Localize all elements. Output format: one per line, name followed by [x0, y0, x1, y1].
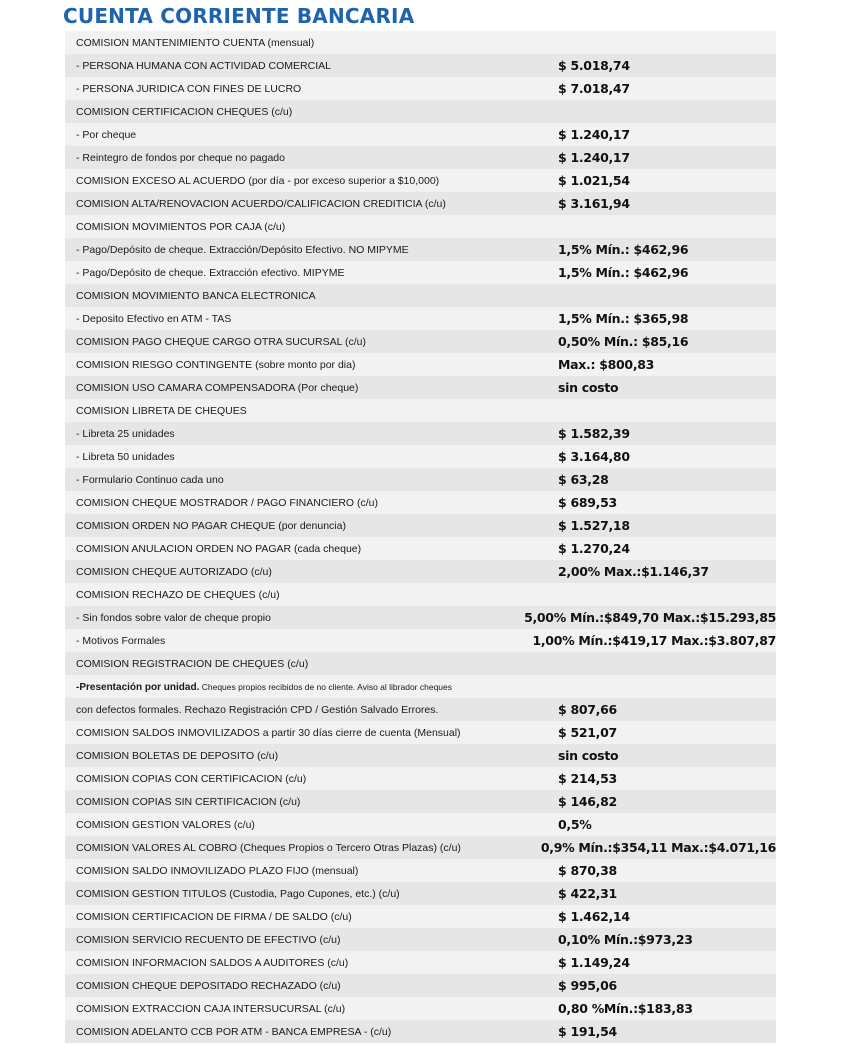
fee-label: COMISION RIESGO CONTINGENTE (sobre monto por dia): [76, 358, 356, 371]
table-row: [65, 629, 776, 652]
fee-label: COMISION EXCESO AL ACUERDO (por día - por exceso superior a $10,000): [76, 174, 440, 187]
table-row: [65, 974, 776, 997]
table-row: [65, 31, 776, 54]
fee-value: 1,5% Mín.: $462,96: [558, 265, 689, 280]
fee-value: 2,00% Max.:$1.146,37: [558, 564, 709, 579]
page-title: CUENTA CORRIENTE BANCARIA: [63, 4, 415, 28]
fee-value: $ 1.240,17: [558, 150, 630, 165]
fee-label: - PERSONA JURIDICA CON FINES DE LUCRO: [76, 82, 302, 95]
fee-value: $ 1.270,24: [558, 541, 630, 556]
fee-label: COMISION ALTA/RENOVACION ACUERDO/CALIFICACION CREDITICIA (c/u): [76, 197, 446, 210]
fee-label: COMISION PAGO CHEQUE CARGO OTRA SUCURSAL (c/u): [76, 335, 366, 348]
fee-value: $ 1.021,54: [558, 173, 630, 188]
fee-value: $ 191,54: [558, 1024, 617, 1039]
fee-label: COMISION CHEQUE DEPOSITADO RECHAZADO (c/u): [76, 979, 341, 992]
fee-label: COMISION RECHAZO DE CHEQUES (c/u): [76, 588, 280, 601]
table-row: [65, 882, 776, 905]
table-row: [65, 583, 776, 606]
table-row: [65, 330, 776, 353]
table-row: [65, 261, 776, 284]
table-row: [65, 767, 776, 790]
fee-label: COMISION SALDOS INMOVILIZADOS a partir 30 días cierre de cuenta (Mensual): [76, 726, 461, 739]
table-row: [65, 905, 776, 928]
fee-label: COMISION MOVIMIENTO BANCA ELECTRONICA: [76, 289, 316, 302]
table-row: [65, 928, 776, 951]
fee-label: COMISION BOLETAS DE DEPOSITO (c/u): [76, 749, 279, 762]
fee-value: $ 63,28: [558, 472, 609, 487]
fee-label: - Libreta 25 unidades: [76, 427, 175, 440]
fee-label: COMISION COPIAS SIN CERTIFICACION (c/u): [76, 795, 301, 808]
table-row: [65, 514, 776, 537]
fee-label: - PERSONA HUMANA CON ACTIVIDAD COMERCIAL: [76, 59, 331, 72]
table-row: [65, 813, 776, 836]
table-row: [65, 376, 776, 399]
fee-value: sin costo: [558, 748, 619, 763]
fee-value: 5,00% Mín.:$849,70 Max.:$15.293,85: [524, 610, 776, 625]
table-row: [65, 353, 776, 376]
fee-label: COMISION INFORMACION SALDOS A AUDITORES (c/u): [76, 956, 349, 969]
table-row: [65, 146, 776, 169]
fee-label: - Libreta 50 unidades: [76, 450, 175, 463]
fee-label: COMISION CERTIFICACION CHEQUES (c/u): [76, 105, 293, 118]
fee-label: - Deposito Efectivo en ATM - TAS: [76, 312, 232, 325]
fee-value: $ 146,82: [558, 794, 617, 809]
fee-label: COMISION VALORES AL COBRO (Cheques Propios o Tercero Otras Plazas) (c/u): [76, 841, 461, 854]
fee-value: $ 1.240,17: [558, 127, 630, 142]
table-row: [65, 491, 776, 514]
fee-label: - Pago/Depósito de cheque. Extracción efectivo. MIPYME: [76, 266, 345, 279]
fee-label: COMISION MANTENIMIENTO CUENTA (mensual): [76, 36, 315, 49]
fee-label: COMISION GESTION VALORES (c/u): [76, 818, 255, 831]
table-row: [65, 215, 776, 238]
table-row: [65, 100, 776, 123]
table-row: [65, 790, 776, 813]
fee-value: 0,10% Mín.:$973,23: [558, 932, 693, 947]
table-row: [65, 169, 776, 192]
fee-value: 0,5%: [558, 817, 592, 832]
table-row: [65, 123, 776, 146]
fee-label: COMISION MOVIMIENTOS POR CAJA (c/u): [76, 220, 286, 233]
fee-value: $ 807,66: [558, 702, 617, 717]
fee-value: $ 3.161,94: [558, 196, 630, 211]
fee-label: COMISION CHEQUE AUTORIZADO (c/u): [76, 565, 272, 578]
fee-label: con defectos formales. Rechazo Registración CPD / Gestión Salvado Errores.: [76, 703, 439, 716]
fee-label-lead: -Presentación por unidad.: [76, 681, 200, 693]
table-row: [65, 54, 776, 77]
fee-value: $ 689,53: [558, 495, 617, 510]
fee-value: Max.: $800,83: [558, 357, 655, 372]
fee-label: COMISION COPIAS CON CERTIFICACION (c/u): [76, 772, 307, 785]
table-row: [65, 675, 776, 698]
fee-value: $ 1.149,24: [558, 955, 630, 970]
table-row: [65, 560, 776, 583]
table-row: [65, 445, 776, 468]
fee-label: COMISION SALDO INMOVILIZADO PLAZO FIJO (mensual): [76, 864, 359, 877]
table-row: [65, 951, 776, 974]
fee-label: [65, 681, 558, 693]
table-row: [65, 284, 776, 307]
fee-label-note: Cheques propios recibidos de no cliente. Aviso al librador cheques: [199, 681, 452, 692]
table-row: [65, 1020, 776, 1043]
fee-value: $ 5.018,74: [558, 58, 630, 73]
table-row: [65, 744, 776, 767]
table-row: [65, 399, 776, 422]
fee-label: COMISION ORDEN NO PAGAR CHEQUE (por denuncia): [76, 519, 346, 532]
fee-label: COMISION EXTRACCION CAJA INTERSUCURSAL (c/u): [76, 1002, 346, 1015]
fee-value: 0,80 %Mín.:$183,83: [558, 1001, 693, 1016]
fee-value: 1,5% Mín.: $462,96: [558, 242, 689, 257]
fee-label: COMISION REGISTRACION DE CHEQUES (c/u): [76, 657, 309, 670]
fee-table: [65, 31, 776, 1043]
table-row: [65, 468, 776, 491]
fee-label: COMISION GESTION TITULOS (Custodia, Pago Cupones, etc.) (c/u): [76, 887, 400, 900]
fee-value: sin costo: [558, 380, 619, 395]
fee-value: $ 3.164,80: [558, 449, 630, 464]
fee-value: $ 1.582,39: [558, 426, 630, 441]
table-row: [65, 721, 776, 744]
fee-label: COMISION LIBRETA DE CHEQUES: [76, 404, 247, 417]
fee-value: 0,9% Mín.:$354,11 Max.:$4.071,16: [540, 840, 776, 855]
table-row: [65, 422, 776, 445]
table-row: [65, 307, 776, 330]
fee-value: 1,00% Mín.:$419,17 Max.:$3.807,87: [532, 633, 776, 648]
table-row: [65, 238, 776, 261]
table-row: [65, 606, 776, 629]
fee-label: COMISION ANULACION ORDEN NO PAGAR (cada cheque): [76, 542, 362, 555]
fee-label: - Reintegro de fondos por cheque no pagado: [76, 151, 285, 164]
fee-value: 0,50% Mín.: $85,16: [558, 334, 689, 349]
fee-value: $ 995,06: [558, 978, 617, 993]
fee-label: - Sin fondos sobre valor de cheque propio: [76, 611, 271, 624]
fee-label: - Por cheque: [76, 128, 137, 141]
fee-value: $ 422,31: [558, 886, 617, 901]
table-row: [65, 836, 776, 859]
fee-label: - Formulario Continuo cada uno: [76, 473, 224, 486]
fee-label: - Motivos Formales: [76, 634, 166, 647]
fee-label: COMISION CERTIFICACION DE FIRMA / DE SALDO (c/u): [76, 910, 352, 923]
fee-label: COMISION CHEQUE MOSTRADOR / PAGO FINANCIERO (c/u): [76, 496, 378, 509]
fee-value: $ 521,07: [558, 725, 617, 740]
fee-value: $ 870,38: [558, 863, 617, 878]
fee-label: COMISION ADELANTO CCB POR ATM - BANCA EMPRESA - (c/u): [76, 1025, 392, 1038]
fee-label: COMISION USO CAMARA COMPENSADORA (Por cheque): [76, 381, 359, 394]
fee-label: - Pago/Depósito de cheque. Extracción/Depósito Efectivo. NO MIPYME: [76, 243, 409, 256]
table-row: [65, 698, 776, 721]
table-row: [65, 652, 776, 675]
table-row: [65, 192, 776, 215]
fee-value: $ 1.462,14: [558, 909, 630, 924]
table-row: [65, 859, 776, 882]
fee-value: 1,5% Mín.: $365,98: [558, 311, 689, 326]
fee-value: $ 1.527,18: [558, 518, 630, 533]
table-row: [65, 997, 776, 1020]
fee-value: $ 7.018,47: [558, 81, 630, 96]
table-row: [65, 77, 776, 100]
fee-value: $ 214,53: [558, 771, 617, 786]
table-row: [65, 537, 776, 560]
fee-label: COMISION SERVICIO RECUENTO DE EFECTIVO (c/u): [76, 933, 341, 946]
